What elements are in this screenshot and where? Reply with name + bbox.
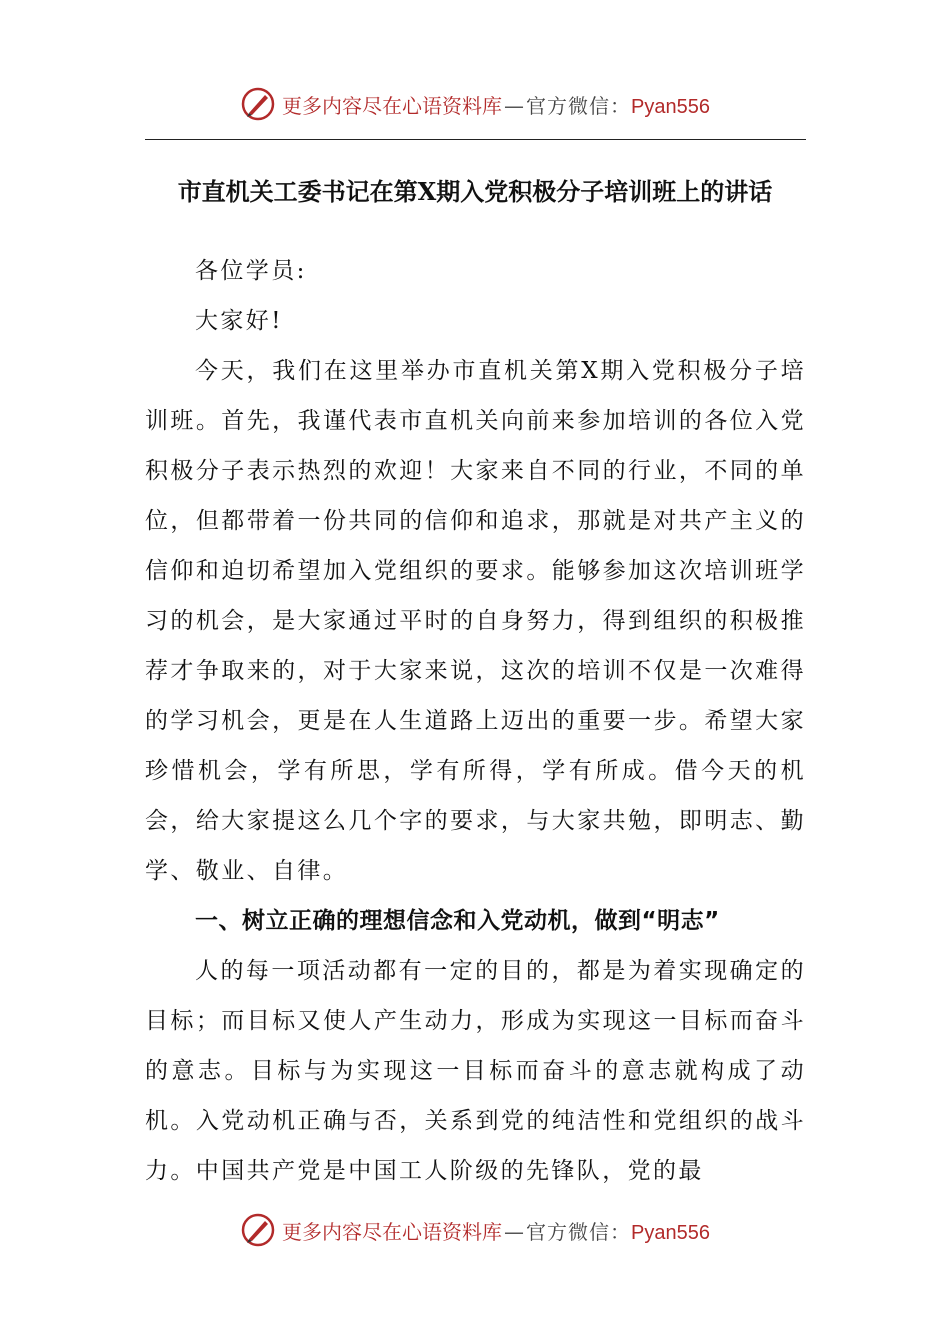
- watermark-dash: —: [504, 93, 525, 118]
- watermark-lead: 更多内容尽在心语资料库: [282, 1219, 503, 1244]
- watermark-id: Pyan556: [631, 95, 710, 118]
- header-watermark: [0, 82, 950, 126]
- salutation: 各位学员:: [195, 258, 307, 284]
- paragraph-1: 今天，我们在这里举办市直机关第X期入党积极分子培训班。首先，我谨代表市直机关向前来参加培训的各位入党积极分子表示热烈的欢迎！大家来自不同的行业，不同的单位，但都带着一份共同的信仰和追求，那就是对共产主义的信仰和迫切希望加入党组织的要求。能够参加这次培训班学习的机会，是大家通过平时的自身努力，得到组织的积极推荐才争取来的，对于大家来说，这次的培训不仅是一次难得的学习机会，更是在人生道路上迈出的重要一步。希望大家珍惜机会，学有所思，学有所得，学有所成。借今天的机会，给大家提这么几个字的要求，与大家共勉，即明志、勤学、敬业、自律。: [145, 358, 806, 884]
- watermark-id: Pyan556: [631, 1221, 710, 1244]
- watermark-label: 官方微信：: [526, 1219, 632, 1244]
- pen-logo-icon: [240, 86, 276, 122]
- pen-logo-icon: [240, 1212, 276, 1248]
- paragraph-2: 人的每一项活动都有一定的目的，都是为着实现确定的目标；而目标又使人产生动力，形成为实现这一目标而奋斗的意志。目标与为实现这一目标而奋斗的意志就构成了动机。入党动机正确与否，关系到党的纯洁性和党组织的战斗力。中国共产党是中国工人阶级的先锋队，党的最: [145, 958, 806, 1184]
- footer-watermark: [0, 1208, 950, 1252]
- header-rule: [145, 139, 806, 140]
- watermark-lead: 更多内容尽在心语资料库: [282, 93, 503, 118]
- document-body: [145, 246, 806, 1196]
- watermark-label: 官方微信：: [526, 93, 632, 118]
- watermark-dash: —: [504, 1219, 525, 1244]
- greeting: 大家好!: [195, 308, 283, 334]
- document-title: 市直机关工委书记在第X期入党积极分子培训班上的讲话: [177, 177, 773, 206]
- section-heading-1: 一、树立正确的理想信念和入党动机，做到“明志”: [195, 908, 720, 934]
